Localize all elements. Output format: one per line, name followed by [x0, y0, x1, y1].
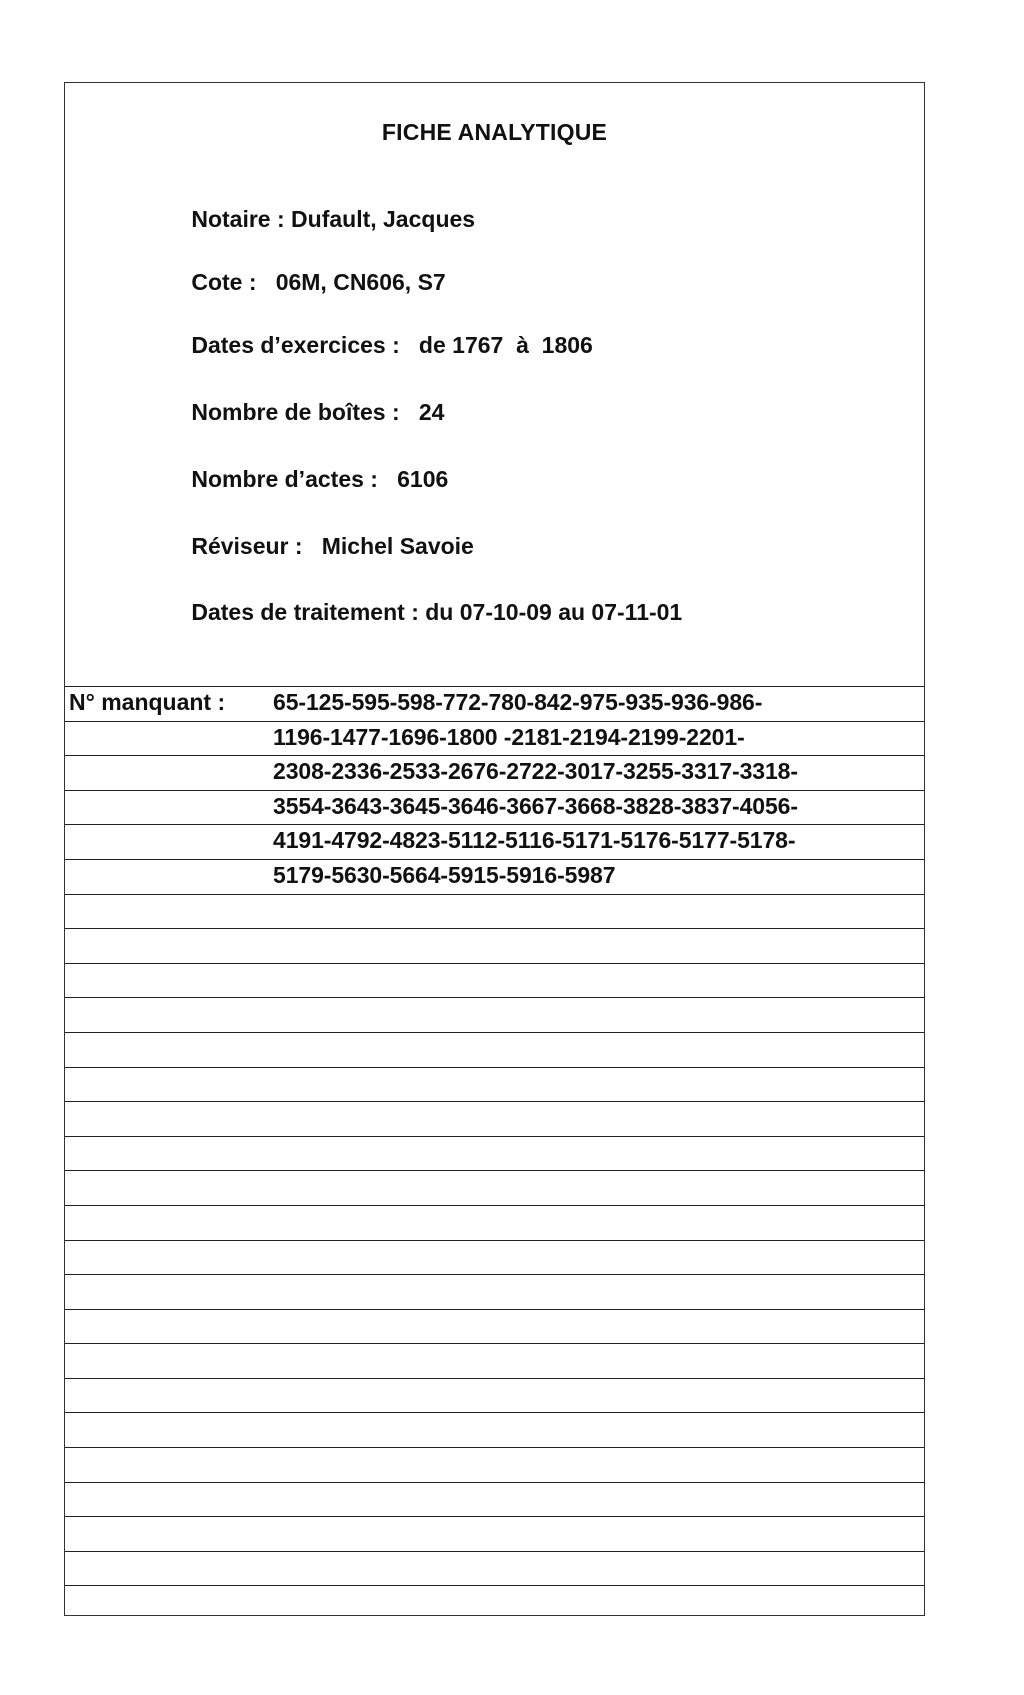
empty-table-row — [65, 997, 924, 1032]
empty-table-row — [65, 1585, 924, 1620]
empty-table-row — [65, 1101, 924, 1136]
missing-numbers-line: 2308-2336-2533-2676-2722-3017-3255-3317-3318- — [273, 758, 798, 785]
table-row — [65, 859, 924, 894]
missing-numbers-line: 4191-4792-4823-5112-5116-5171-5176-5177-5178- — [273, 827, 796, 854]
sheet-title: FICHE ANALYTIQUE — [381, 119, 608, 145]
missing-label: N° manquant : — [69, 689, 226, 715]
field-dates-traitement — [153, 572, 682, 653]
missing-numbers-line: 65-125-595-598-772-780-842-975-935-936-986- — [273, 689, 763, 715]
table-row — [65, 721, 924, 756]
field-value: de 1767 à 1806 — [418, 332, 593, 358]
field-value: 24 — [418, 399, 445, 425]
empty-table-row — [65, 1516, 924, 1551]
missing-numbers-line: 1196-1477-1696-1800 -2181-2194-2199-2201- — [273, 723, 745, 750]
table-row — [65, 686, 924, 721]
empty-table-row — [65, 1032, 924, 1067]
table-row — [65, 755, 924, 790]
empty-table-row — [65, 1240, 924, 1275]
table-row — [65, 824, 924, 859]
empty-table-row — [65, 1067, 924, 1102]
empty-table-row — [65, 1343, 924, 1378]
field-label: Nombre d’actes : — [191, 466, 378, 492]
empty-table-row — [65, 1378, 924, 1413]
empty-table-row — [65, 1482, 924, 1517]
missing-numbers-table — [65, 686, 924, 1615]
table-row — [65, 790, 924, 825]
empty-table-row — [65, 1274, 924, 1309]
empty-table-row — [65, 1309, 924, 1344]
field-value: Michel Savoie — [321, 533, 474, 559]
empty-table-row — [65, 1205, 924, 1240]
empty-table-row — [65, 963, 924, 998]
empty-table-row — [65, 1447, 924, 1482]
empty-table-row — [65, 1170, 924, 1205]
field-label: Dates de traitement : — [191, 599, 419, 625]
empty-table-row — [65, 1412, 924, 1447]
field-label: Cote : — [191, 269, 257, 295]
missing-numbers-line: 5179-5630-5664-5915-5916-5987 — [273, 861, 616, 888]
sheet-header — [65, 83, 924, 686]
empty-table-row — [65, 894, 924, 929]
field-value: 6106 — [397, 466, 449, 492]
field-value: 06M, CN606, S7 — [275, 269, 446, 295]
field-value: Dufault, Jacques — [291, 206, 476, 232]
field-value: du 07-10-09 au 07-11-01 — [425, 599, 683, 625]
missing-numbers-line: 3554-3643-3645-3646-3667-3668-3828-3837-4056- — [273, 792, 798, 819]
empty-table-row — [65, 1136, 924, 1171]
analytic-sheet — [64, 82, 925, 1616]
empty-table-row — [65, 1551, 924, 1586]
field-label: Nombre de boîtes : — [191, 399, 400, 425]
empty-table-row — [65, 928, 924, 963]
field-label: Notaire : — [191, 206, 285, 232]
field-label: Réviseur : — [191, 533, 303, 559]
field-label: Dates d’exercices : — [191, 332, 400, 358]
